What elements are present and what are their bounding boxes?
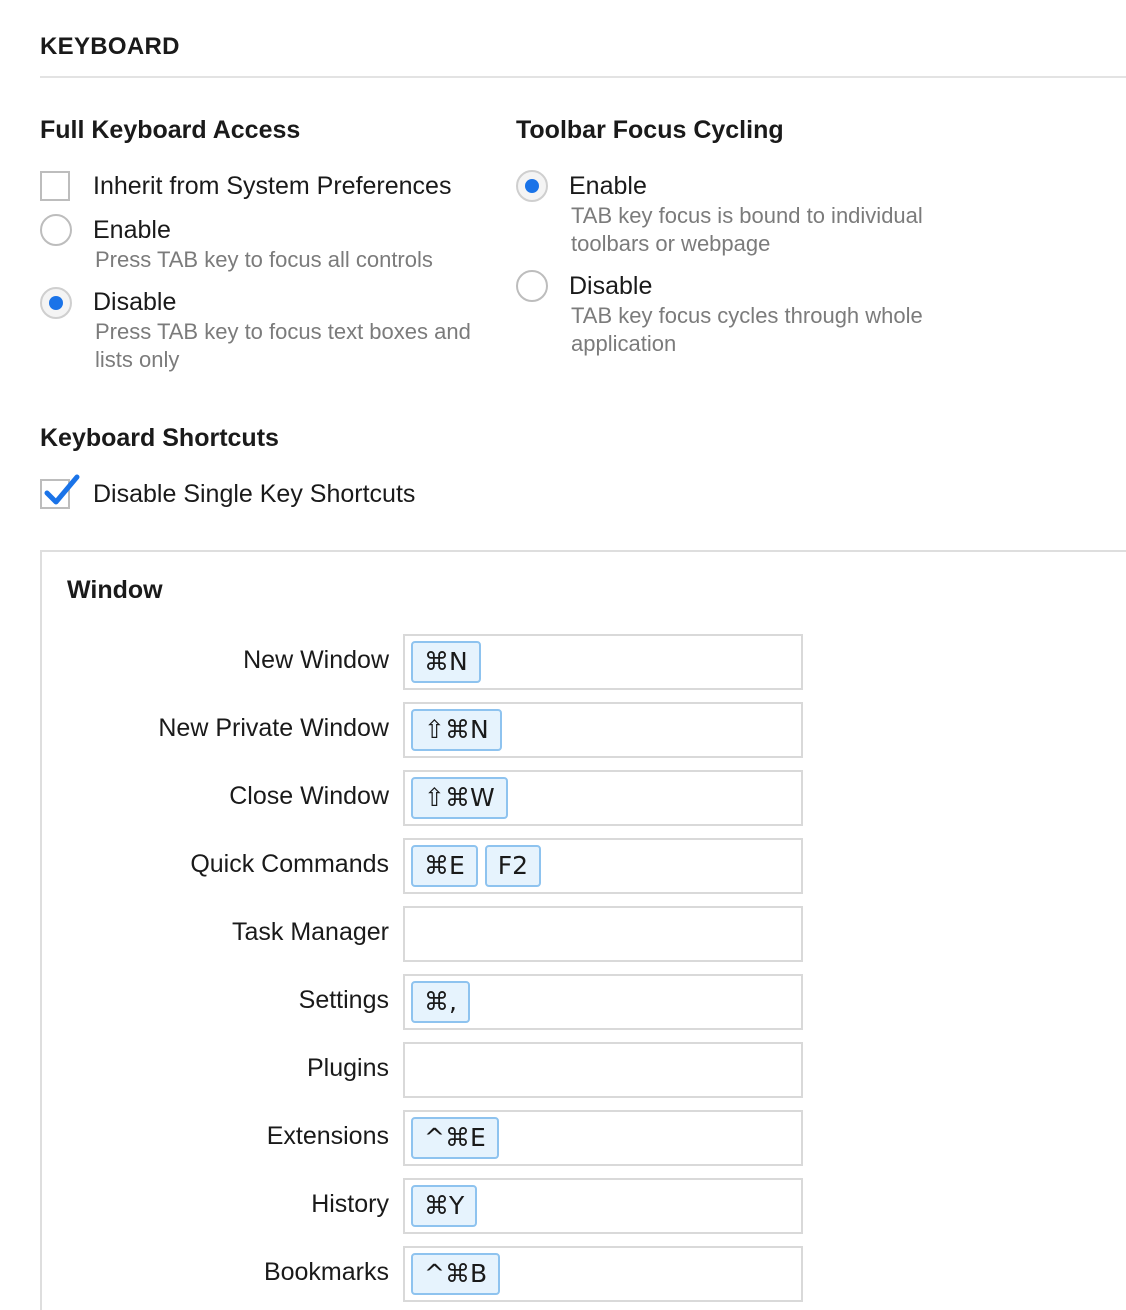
shortcut-field-history[interactable] xyxy=(403,1178,803,1234)
shortcut-key-chip[interactable]: ⌘E xyxy=(411,845,478,887)
section-title: KEYBOARD xyxy=(40,33,180,60)
shortcut-name-plugins: Plugins xyxy=(307,1054,389,1082)
shortcut-row-task-manager xyxy=(42,906,1126,962)
shortcut-key-chip[interactable]: ⇧⌘N xyxy=(411,709,502,751)
shortcut-row-close-window xyxy=(42,770,1126,826)
toolbar-focus-enable-radio[interactable] xyxy=(516,170,548,202)
window-shortcuts-panel xyxy=(40,550,1126,1310)
inherit-system-preferences-label[interactable]: Inherit from System Preferences xyxy=(93,172,452,200)
full-keyboard-access-disable-label[interactable]: Disable xyxy=(93,288,177,316)
toolbar-focus-disable-label[interactable]: Disable xyxy=(569,272,653,300)
toolbar-focus-cycling-heading: Toolbar Focus Cycling xyxy=(516,116,784,144)
shortcut-key-chip[interactable]: ⌘N xyxy=(411,641,481,683)
inherit-system-preferences-checkbox[interactable] xyxy=(40,171,70,201)
shortcut-name-bookmarks: Bookmarks xyxy=(263,1258,389,1286)
shortcut-row-quick-commands xyxy=(42,838,1126,894)
shortcut-field-bookmarks[interactable] xyxy=(403,1246,803,1302)
full-keyboard-access-disable-radio[interactable] xyxy=(40,287,72,319)
shortcut-name-settings: Settings xyxy=(298,986,389,1014)
shortcut-name-extensions: Extensions xyxy=(266,1122,389,1150)
shortcut-key-chip[interactable]: ⇧⌘W xyxy=(411,777,508,819)
full-keyboard-access-enable-radio[interactable] xyxy=(40,214,72,246)
shortcut-name-task-manager: Task Manager xyxy=(231,918,389,946)
shortcut-key-chip[interactable]: F2 xyxy=(485,845,541,887)
full-keyboard-access-enable-description: Press TAB key to focus all controls xyxy=(95,247,433,272)
toolbar-focus-enable-description: TAB key focus is bound to individual toolbars or webpage xyxy=(571,203,923,256)
shortcut-field-quick-commands[interactable] xyxy=(403,838,803,894)
toolbar-focus-disable-radio[interactable] xyxy=(516,270,548,302)
shortcut-row-bookmarks xyxy=(42,1246,1126,1302)
shortcut-name-history: History xyxy=(311,1190,389,1218)
toolbar-focus-disable-description: TAB key focus cycles through whole application xyxy=(571,303,923,356)
shortcut-row-new-private-window xyxy=(42,702,1126,758)
shortcut-name-new-private-window: New Private Window xyxy=(158,714,389,742)
section-divider xyxy=(40,76,1126,78)
shortcut-row-plugins xyxy=(42,1042,1126,1098)
shortcut-key-chip[interactable]: ^⌘E xyxy=(411,1117,499,1159)
shortcut-field-task-manager[interactable] xyxy=(403,906,803,962)
shortcut-name-quick-commands: Quick Commands xyxy=(190,850,389,878)
shortcut-row-settings xyxy=(42,974,1126,1030)
full-keyboard-access-disable-description: Press TAB key to focus text boxes and lists only xyxy=(95,319,471,372)
shortcut-key-chip[interactable]: ⌘Y xyxy=(411,1185,477,1227)
shortcut-row-extensions xyxy=(42,1110,1126,1166)
shortcut-row-new-window xyxy=(42,634,1126,690)
shortcut-key-chip[interactable]: ^⌘B xyxy=(411,1253,500,1295)
shortcut-field-extensions[interactable] xyxy=(403,1110,803,1166)
shortcut-name-new-window: New Window xyxy=(243,646,389,674)
shortcut-row-history xyxy=(42,1178,1126,1234)
shortcut-field-close-window[interactable] xyxy=(403,770,803,826)
shortcut-field-new-window[interactable] xyxy=(403,634,803,690)
shortcut-field-settings[interactable] xyxy=(403,974,803,1030)
radio-selected-dot xyxy=(49,296,63,310)
full-keyboard-access-enable-label[interactable]: Enable xyxy=(93,216,171,244)
disable-single-key-shortcuts-checkbox[interactable] xyxy=(40,479,70,509)
shortcut-key-chip[interactable]: ⌘, xyxy=(411,981,470,1023)
shortcut-field-new-private-window[interactable] xyxy=(403,702,803,758)
shortcut-name-close-window: Close Window xyxy=(229,782,389,810)
shortcut-field-plugins[interactable] xyxy=(403,1042,803,1098)
toolbar-focus-enable-label[interactable]: Enable xyxy=(569,172,647,200)
disable-single-key-shortcuts-label[interactable]: Disable Single Key Shortcuts xyxy=(93,480,416,508)
radio-selected-dot xyxy=(525,179,539,193)
keyboard-shortcuts-heading: Keyboard Shortcuts xyxy=(40,424,279,452)
full-keyboard-access-heading: Full Keyboard Access xyxy=(40,116,301,144)
window-panel-heading: Window xyxy=(67,576,163,604)
checkmark-icon xyxy=(42,471,82,511)
